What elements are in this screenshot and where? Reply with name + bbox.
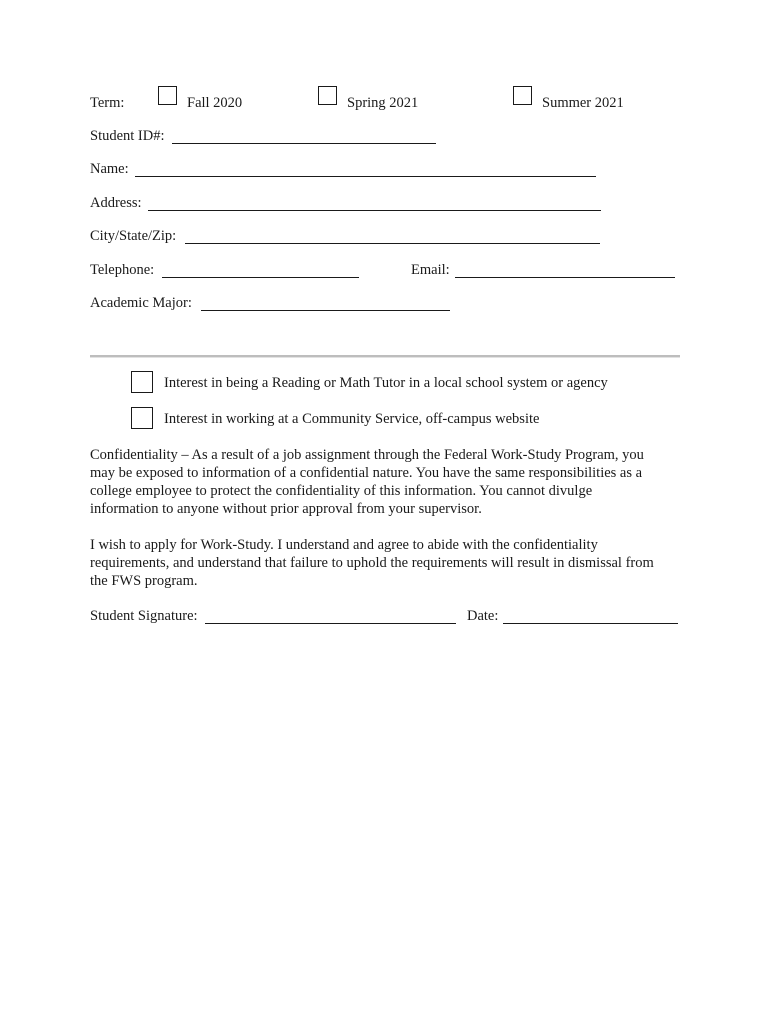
- address-label: Address:: [90, 195, 142, 211]
- student-signature-label: Student Signature:: [90, 608, 198, 624]
- agreement-line: the FWS program.: [90, 573, 198, 589]
- term-label: Term:: [90, 95, 125, 111]
- academic-major-label: Academic Major:: [90, 295, 192, 311]
- student-id-label: Student ID#:: [90, 128, 165, 144]
- confidentiality-line: college employee to protect the confidentiality of this information. You cannot divulge: [90, 483, 593, 499]
- confidentiality-line: may be exposed to information of a confidential nature. You have the same responsibilities as a: [90, 465, 643, 481]
- city-state-zip-label: City/State/Zip:: [90, 228, 177, 244]
- community-service-interest-checkbox[interactable]: [131, 407, 153, 429]
- fall-2020-checkbox[interactable]: [158, 86, 177, 105]
- confidentiality-line: Confidentiality – As a result of a job assignment through the Federal Work-Study Program, you: [90, 447, 644, 463]
- city-state-zip-field[interactable]: [185, 243, 600, 244]
- tutor-interest-checkbox[interactable]: [131, 371, 153, 393]
- agreement-paragraph: [90, 536, 685, 590]
- community-service-interest-label: Interest in working at a Community Service, off-campus website: [164, 411, 540, 427]
- address-field[interactable]: [148, 210, 601, 211]
- academic-major-field[interactable]: [201, 310, 450, 311]
- section-divider: [90, 355, 680, 358]
- student-signature-field[interactable]: [205, 623, 456, 624]
- fall-2020-label: Fall 2020: [187, 95, 243, 111]
- student-id-field[interactable]: [172, 143, 436, 144]
- agreement-line: requirements, and understand that failure to uphold the requirements will result in dismissal from: [90, 555, 654, 571]
- name-label: Name:: [90, 161, 129, 177]
- telephone-field[interactable]: [162, 277, 359, 278]
- confidentiality-paragraph: [90, 446, 685, 518]
- email-label: Email:: [411, 262, 450, 278]
- agreement-line: I wish to apply for Work-Study. I understand and agree to abide with the confidentiality: [90, 537, 598, 553]
- summer-2021-checkbox[interactable]: [513, 86, 532, 105]
- summer-2021-label: Summer 2021: [542, 95, 624, 111]
- spring-2021-checkbox[interactable]: [318, 86, 337, 105]
- email-field[interactable]: [455, 277, 675, 278]
- tutor-interest-label: Interest in being a Reading or Math Tutor in a local school system or agency: [164, 375, 608, 391]
- telephone-label: Telephone:: [90, 262, 155, 278]
- spring-2021-label: Spring 2021: [347, 95, 419, 111]
- date-label: Date:: [467, 608, 499, 624]
- date-field[interactable]: [503, 623, 678, 624]
- confidentiality-line: information to anyone without prior approval from your supervisor.: [90, 501, 482, 517]
- name-field[interactable]: [135, 176, 596, 177]
